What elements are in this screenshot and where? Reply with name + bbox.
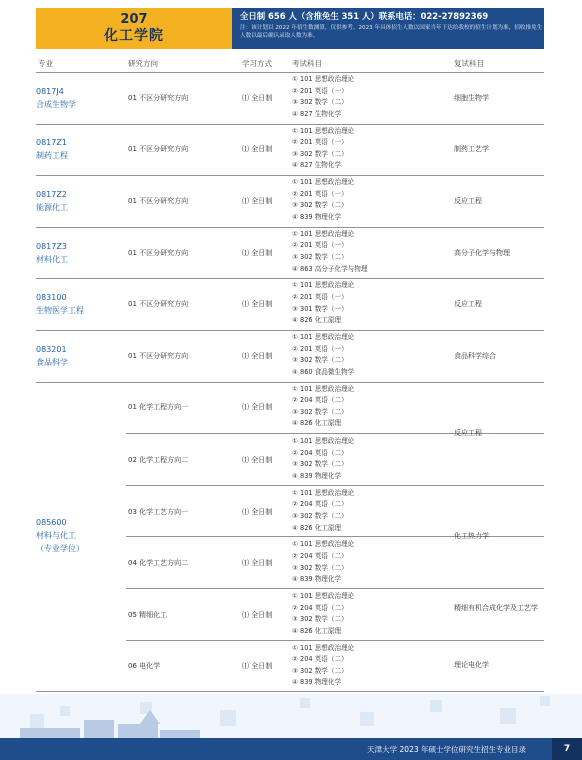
exam-subject: ④ 839 物理化学 [292, 575, 342, 584]
program-block [36, 227, 544, 280]
exam-subject: ③ 302 数学（二） [292, 356, 348, 365]
program-block [36, 278, 544, 331]
program-name: 合成生物学 [36, 99, 76, 109]
exam-subject: ② 201 英语（一） [292, 344, 348, 353]
exam-subject: ① 101 思想政治理论 [292, 488, 355, 497]
program-name: 制药工程 [36, 151, 68, 161]
exam-subject: ④ 839 物理化学 [292, 212, 342, 221]
research-direction: 01 不区分研究方向 [128, 248, 189, 257]
study-mode: ⑴ 全日制 [242, 662, 273, 671]
program-block [36, 175, 544, 228]
exam-subjects [292, 384, 354, 430]
col-retest: 复试科目 [454, 59, 484, 68]
program-name: 食品科学 [36, 357, 68, 367]
enrollment-info: 全日制 656 人（含推免生 351 人）联系电话：022-27892369 [240, 11, 489, 21]
college-name: 化工学院 [104, 28, 164, 44]
program-code: 083201 [36, 344, 67, 354]
retest-divider [452, 588, 544, 589]
column-header-row [36, 56, 544, 73]
retest-subject: 高分子化学与物理 [454, 248, 510, 257]
exam-subject: ② 201 英语（一） [292, 241, 348, 250]
program-code-name [36, 136, 126, 162]
program-code: 083100 [36, 293, 67, 303]
retest-subject: 化工热力学 [454, 532, 489, 541]
program-code: 0817J4 [36, 86, 64, 96]
exam-subjects [292, 177, 354, 223]
program-name: 能源化工 [36, 202, 68, 212]
exam-subject: ③ 302 数学（二） [292, 252, 348, 261]
program-code: 0817Z2 [36, 189, 67, 199]
retest-divider [452, 640, 544, 641]
research-direction: 01 不区分研究方向 [128, 145, 189, 154]
study-mode: ⑴ 全日制 [242, 93, 273, 102]
research-direction: 06 电化学 [128, 662, 161, 671]
program-block [36, 72, 544, 125]
direction-row [126, 433, 544, 486]
study-mode: ⑴ 全日制 [242, 196, 273, 205]
exam-subject: ② 204 英语（二） [292, 655, 348, 664]
direction-row [126, 536, 544, 589]
program-block [36, 124, 544, 177]
exam-subject: ① 101 思想政治理论 [292, 643, 355, 652]
program-degree-type: （专业学位） [36, 544, 84, 554]
enrollment-panel [232, 8, 544, 49]
footer-title: 天津大学 2023 年硕士学位研究生招生专业目录 [367, 745, 526, 754]
study-mode: ⑴ 全日制 [242, 248, 273, 257]
direction-row [126, 382, 544, 434]
exam-subject: ③ 302 数学（二） [292, 563, 348, 572]
study-mode: ⑴ 全日制 [242, 403, 273, 412]
retest-divider [452, 485, 544, 486]
program-code-name [36, 343, 126, 369]
exam-subjects [292, 643, 354, 689]
exam-subjects [292, 126, 354, 172]
study-mode: ⑴ 全日制 [242, 145, 273, 154]
exam-subjects [292, 229, 367, 275]
program-name: 材料与化工 [36, 531, 76, 541]
exam-subjects [292, 539, 354, 585]
exam-subject: ① 101 思想政治理论 [292, 333, 355, 341]
exam-subject: ③ 302 数学（二） [292, 149, 348, 158]
retest-subject: 食品科学综合 [454, 351, 496, 360]
exam-subject: ② 204 英语（二） [292, 551, 348, 560]
exam-subject: ③ 301 数学（一） [292, 304, 348, 313]
exam-subject: ① 101 思想政治理论 [292, 281, 355, 290]
exam-subject: ④ 826 化工原理 [292, 626, 342, 635]
program-name: 生物医学工程 [36, 306, 84, 316]
program-block [36, 382, 544, 693]
exam-subjects [292, 74, 354, 120]
exam-subject: ④ 860 食品微生物学 [292, 367, 355, 376]
direction-row [126, 485, 544, 538]
exam-subjects [292, 332, 354, 378]
study-mode: ⑴ 全日制 [242, 351, 273, 360]
study-mode: ⑴ 全日制 [242, 507, 273, 516]
research-direction: 02 化学工程方向二 [128, 455, 189, 464]
research-direction: 03 化学工艺方向一 [128, 507, 189, 516]
exam-subject: ④ 839 物理化学 [292, 471, 342, 480]
study-mode: ⑴ 全日制 [242, 455, 273, 464]
program-code: 085600 [36, 518, 67, 528]
college-badge [36, 8, 232, 49]
study-mode: ⑴ 全日制 [242, 559, 273, 568]
exam-subject: ② 201 英语（一） [292, 189, 348, 198]
exam-subject: ④ 827 生物化学 [292, 109, 342, 118]
exam-subject: ② 201 英语（一） [292, 86, 348, 95]
footer-bar [0, 738, 582, 760]
exam-subject: ① 101 思想政治理论 [292, 540, 355, 549]
exam-subject: ③ 302 数学（二） [292, 407, 348, 416]
research-direction: 01 不区分研究方向 [128, 93, 189, 102]
program-name: 材料化工 [36, 254, 68, 264]
col-major: 专业 [38, 59, 53, 68]
program-code-name [36, 85, 126, 111]
retest-subject: 反应工程 [454, 429, 482, 438]
program-code: 0817Z1 [36, 138, 67, 148]
exam-subject: ④ 827 生物化学 [292, 161, 342, 170]
exam-subject: ④ 839 物理化学 [292, 678, 342, 687]
exam-subject: ③ 302 数学（二） [292, 615, 348, 624]
research-direction: 01 不区分研究方向 [128, 300, 189, 309]
exam-subject: ② 204 英语（二） [292, 396, 348, 405]
exam-subject: ③ 302 数学（二） [292, 201, 348, 210]
exam-subject: ② 201 英语（一） [292, 138, 348, 147]
exam-subjects [292, 280, 354, 326]
exam-subjects [292, 591, 354, 637]
exam-subject: ③ 302 数学（二） [292, 460, 348, 469]
direction-row [126, 588, 544, 641]
exam-subject: ③ 302 数学（二） [292, 511, 348, 520]
exam-subject: ① 101 思想政治理论 [292, 229, 355, 238]
retest-subject: 反应工程 [454, 196, 482, 205]
page-number: 7 [552, 738, 582, 760]
college-number: 207 [120, 12, 148, 27]
exam-subject: ① 101 思想政治理论 [292, 75, 355, 83]
retest-subject: 制药工艺学 [454, 145, 489, 154]
program-code-name [36, 240, 126, 266]
research-direction: 04 化学工艺方向二 [128, 559, 189, 568]
program-code: 0817Z3 [36, 241, 67, 251]
study-mode: ⑴ 全日制 [242, 610, 273, 619]
exam-subjects [292, 436, 354, 482]
research-direction: 01 不区分研究方向 [128, 196, 189, 205]
exam-subject: ④ 826 化工原理 [292, 316, 342, 325]
col-mode: 学习方式 [242, 59, 272, 68]
exam-subject: ④ 826 化工原理 [292, 419, 342, 428]
exam-subject: ② 204 英语（二） [292, 448, 348, 457]
exam-subject: ② 201 英语（一） [292, 292, 348, 301]
program-code-name [36, 291, 126, 317]
retest-subject: 细胞生物学 [454, 93, 489, 102]
exam-subject: ① 101 思想政治理论 [292, 178, 355, 187]
exam-subject: ① 101 思想政治理论 [292, 126, 355, 135]
exam-subjects [292, 488, 354, 534]
exam-subject: ② 204 英语（二） [292, 603, 348, 612]
research-direction: 05 精细化工 [128, 610, 168, 619]
exam-subject: ③ 302 数学（二） [292, 98, 348, 107]
col-direction: 研究方向 [128, 59, 158, 68]
study-mode: ⑴ 全日制 [242, 300, 273, 309]
exam-subject: ② 204 英语（二） [292, 500, 348, 509]
program-code-name [36, 188, 126, 214]
retest-subject: 反应工程 [454, 300, 482, 309]
exam-subject: ④ 863 高分子化学与物理 [292, 264, 368, 273]
exam-subject: ① 101 思想政治理论 [292, 437, 355, 446]
research-direction: 01 不区分研究方向 [128, 351, 189, 360]
program-code-name [36, 516, 126, 555]
research-direction: 01 化学工程方向一 [128, 403, 189, 412]
exam-subject: ① 101 思想政治理论 [292, 591, 355, 600]
enrollment-note: 注：该计划以 2022 年招生数测算，仅供参考。2023 年具体招生人数以国家当年下达给我校的招生计划为准，招收推免生人数以最后确认录取人数为准。 [240, 25, 543, 39]
program-block [36, 330, 544, 383]
exam-subject: ④ 826 化工原理 [292, 523, 342, 532]
retest-subject: 理论电化学 [454, 661, 489, 670]
col-exams: 考试科目 [292, 59, 322, 68]
exam-subject: ① 101 思想政治理论 [292, 384, 355, 393]
retest-subject: 精细有机合成化学及工艺学 [454, 603, 538, 612]
exam-subject: ③ 302 数学（二） [292, 666, 348, 675]
